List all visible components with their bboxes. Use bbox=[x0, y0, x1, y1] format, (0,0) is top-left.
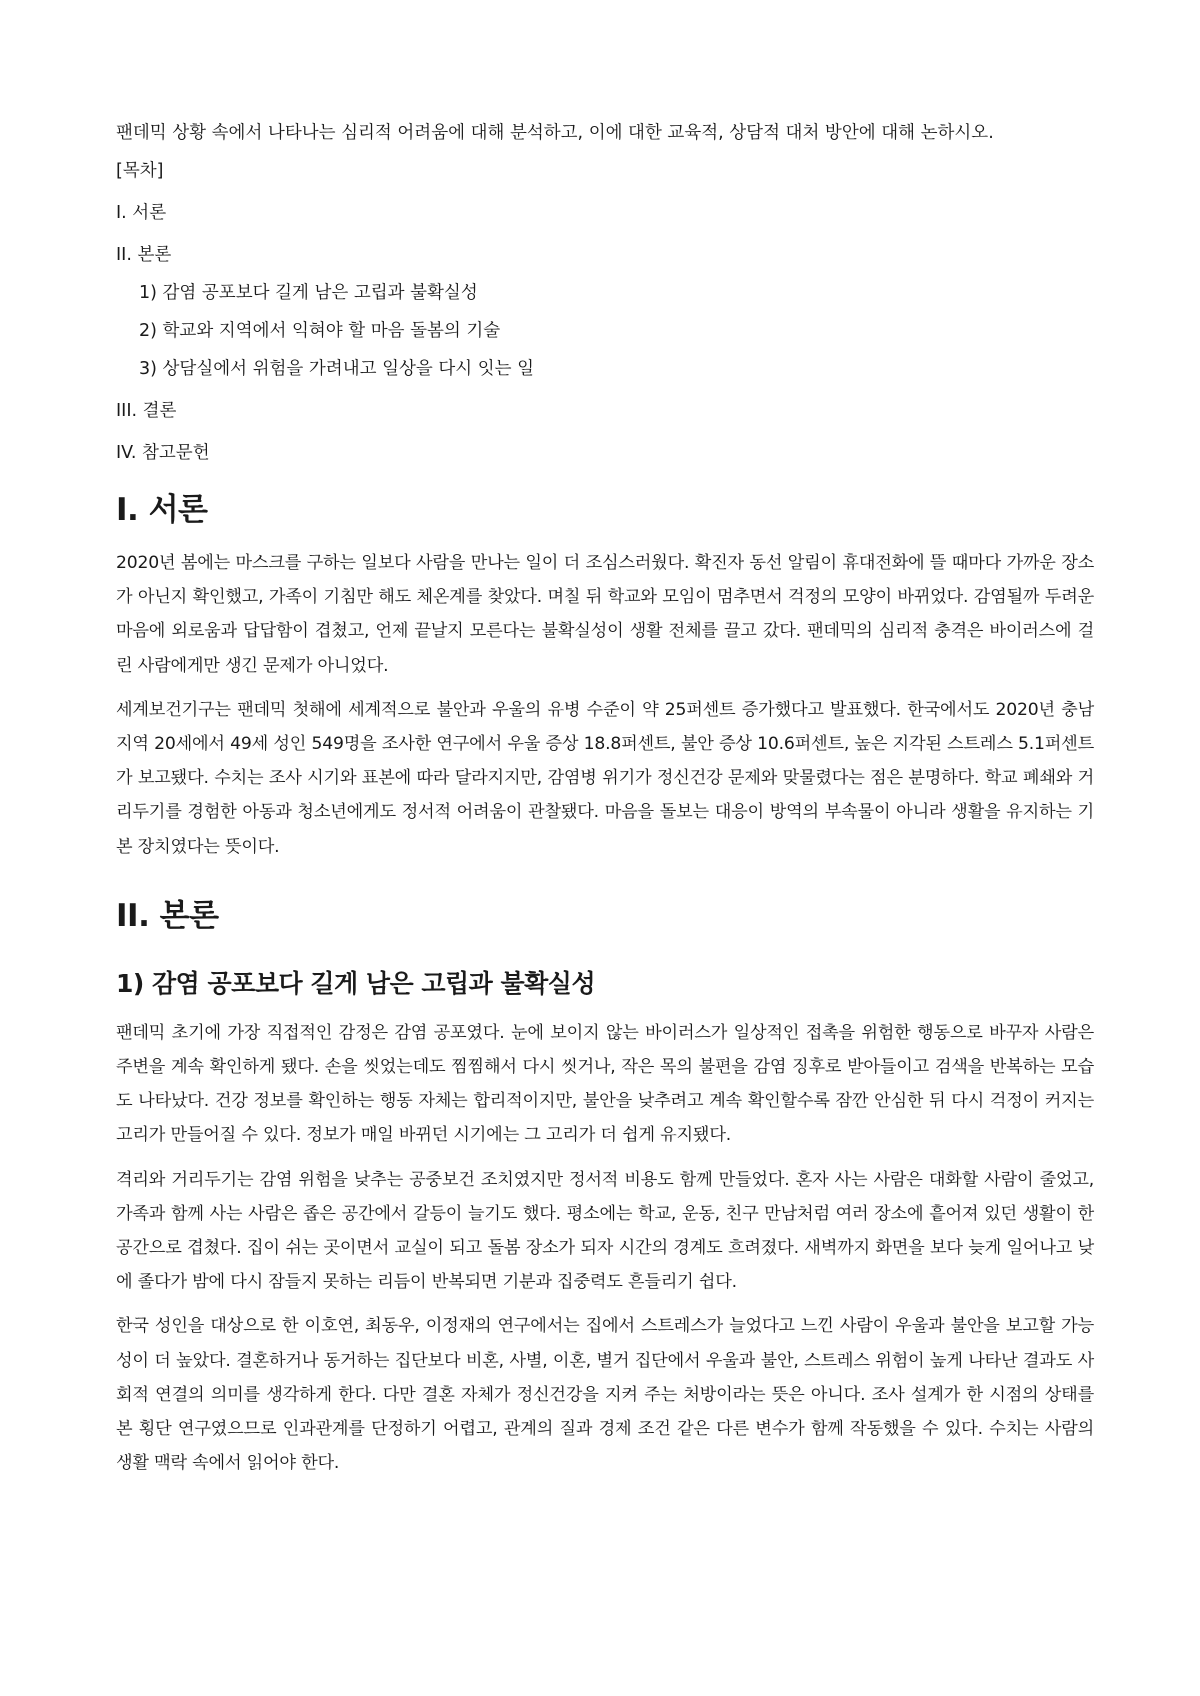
toc-item-references: IV. 참고문헌 bbox=[116, 443, 210, 463]
toc-subitem-1: 1) 감염 공포보다 길게 남은 고립과 불확실성 bbox=[139, 283, 478, 303]
section1-paragraph-3: 한국 성인을 대상으로 한 이호연, 최동우, 이정재의 연구에서는 집에서 스트레스가 늘었다고 느낀 사람이 우울과 불안을 보고할 가능성이 더 높았다. 결혼하거나 동거하는 집단보다 비혼, 사별, 이혼, 별거 집단에서 우울과 불안, 스트레스 위험이 높게 나타난 결과도 사회적 연결의 의미를 생각하게 한다. 다만 결혼 자체가 정신건강을 지켜 주는 처방이라는 뜻은 아니다. 조사 설계가 한 시점의 상태를 본 횡단 연구였으므로 인과관계를 단정하기 어렵고, 관계의 질과 경제 조건 같은 다른 변수가 함께 작동했을 수 있다. 수치는 사람의 생활 맥락 속에서 읽어야 한다. bbox=[116, 1316, 1094, 1474]
section-heading-main: II. 본론 bbox=[116, 897, 219, 934]
section1-paragraph-1: 팬데믹 초기에 가장 직접적인 감정은 감염 공포였다. 눈에 보이지 않는 바이러스가 일상적인 접촉을 위험한 행동으로 바꾸자 사람은 주변을 계속 확인하게 됐다. 손을 씻었는데도 찜찜해서 다시 씻거나, 작은 목의 불편을 감염 징후로 받아들이고 검색을 반복하는 모습도 나타났다. 건강 정보를 확인하는 행동 자체는 합리적이지만, 불안을 낮추려고 계속 확인할수록 잠깐 안심한 뒤 다시 걱정이 커지는 고리가 만들어질 수 있다. 정보가 매일 바뀌던 시기에는 그 고리가 더 쉽게 유지됐다. bbox=[116, 1022, 1094, 1146]
subsection-heading-1: 1) 감염 공포보다 길게 남은 고립과 불확실성 bbox=[116, 968, 596, 998]
intro-paragraph-2: 세계보건기구는 팬데믹 첫해에 세계적으로 불안과 우울의 유병 수준이 약 25퍼센트 증가했다고 발표했다. 한국에서도 2020년 충남 지역 20세에서 49세 성인 549명을 조사한 연구에서 우울 증상 18.8퍼센트, 불안 증상 10.6퍼센트, 높은 지각된 스트레스 5.1퍼센트가 보고됐다. 수치는 조사 시기와 표본에 따라 달라지지만, 감염병 위기가 정신건강 문제와 맞물렸다는 점은 분명하다. 학교 폐쇄와 거리두기를 경험한 아동과 청소년에게도 정서적 어려움이 관찰됐다. 마음을 돌보는 대응이 방역의 부속물이 아니라 생활을 유지하는 기본 장치였다는 뜻이다. bbox=[116, 699, 1094, 857]
toc-subitem-3: 3) 상담실에서 위험을 가려내고 일상을 다시 잇는 일 bbox=[139, 359, 534, 379]
toc-title: [목차] bbox=[116, 161, 164, 181]
toc-item-conclusion: III. 결론 bbox=[116, 401, 177, 421]
toc-subitem-2: 2) 학교와 지역에서 익혀야 할 마음 돌봄의 기술 bbox=[139, 321, 501, 341]
intro-paragraph-1: 2020년 봄에는 마스크를 구하는 일보다 사람을 만나는 일이 더 조심스러웠다. 확진자 동선 알림이 휴대전화에 뜰 때마다 가까운 장소가 아닌지 확인했고, 가족이 기침만 해도 체온계를 찾았다. 며칠 뒤 학교와 모임이 멈추면서 걱정의 모양이 바뀌었다. 감염될까 두려운 마음에 외로움과 답답함이 겹쳤고, 언제 끝날지 모른다는 불확실성이 생활 전체를 끌고 갔다. 팬데믹의 심리적 충격은 바이러스에 걸린 사람에게만 생긴 문제가 아니었다. bbox=[116, 553, 1094, 676]
toc-item-intro: I. 서론 bbox=[116, 203, 167, 223]
essay-question: 팬데믹 상황 속에서 나타나는 심리적 어려움에 대해 분석하고, 이에 대한 교육적, 상담적 대처 방안에 대해 논하시오. bbox=[116, 123, 994, 143]
toc-item-main: II. 본론 bbox=[116, 245, 172, 265]
table-of-contents bbox=[116, 156, 1094, 468]
section1-paragraph-2: 격리와 거리두기는 감염 위험을 낮추는 공중보건 조치였지만 정서적 비용도 함께 만들었다. 혼자 사는 사람은 대화할 사람이 줄었고, 가족과 함께 사는 사람은 좁은 공간에서 갈등이 늘기도 했다. 평소에는 학교, 운동, 친구 만남처럼 여러 장소에 흩어져 있던 생활이 한 공간으로 겹쳤다. 집이 쉬는 곳이면서 교실이 되고 돌봄 장소가 되자 시간의 경계도 흐려졌다. 새벽까지 화면을 보다 늦게 일어나고 낮에 졸다가 밤에 다시 잠들지 못하는 리듬이 반복되면 기분과 집중력도 흔들리기 쉽다. bbox=[116, 1169, 1094, 1293]
section-heading-intro: I. 서론 bbox=[116, 492, 208, 528]
